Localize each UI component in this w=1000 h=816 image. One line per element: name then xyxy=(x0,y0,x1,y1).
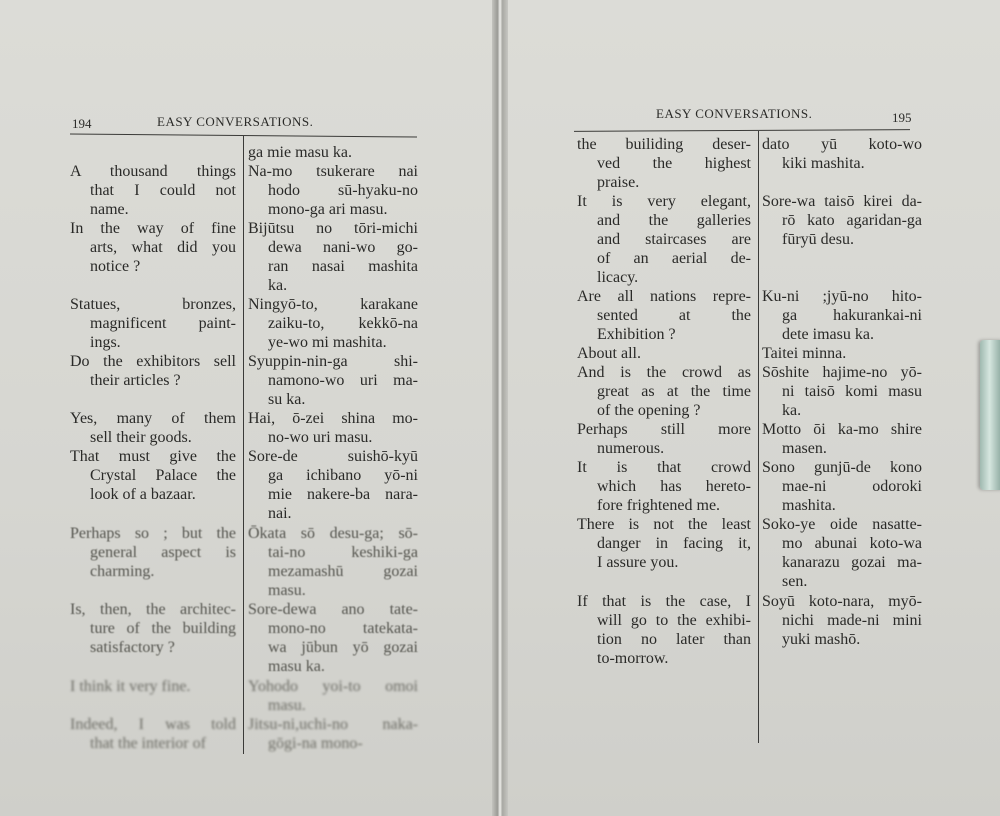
dialogue-entry xyxy=(70,677,236,696)
entry-line: About all. xyxy=(577,345,641,362)
entry-line: mo abunai koto-wa xyxy=(782,535,922,552)
entry-line: Yes, many of them xyxy=(70,410,236,427)
entry-line: dete imasu ka. xyxy=(782,326,874,343)
entry-line: great as at the time xyxy=(597,383,751,400)
dialogue-entry xyxy=(762,192,922,249)
entry-line: Indeed, I was told xyxy=(70,716,236,733)
dialogue-entry xyxy=(762,344,922,363)
entry-line: kiki mashita. xyxy=(782,155,865,172)
entry-line: ga mie masu ka. xyxy=(248,144,352,161)
dialogue-entry xyxy=(248,295,418,352)
dialogue-entry xyxy=(248,715,418,753)
dialogue-entry xyxy=(70,162,236,219)
dialogue-entry xyxy=(248,219,418,295)
entry-line: their articles ? xyxy=(90,372,181,389)
entry-line: ga hakurankai-ni xyxy=(782,307,922,324)
entry-line: ni taisō komi masu xyxy=(782,383,922,400)
entry-line: and the galleries xyxy=(597,212,751,229)
entry-line: mono-no tatekata- xyxy=(268,620,418,637)
entry-line: hodo sū-hyaku-no xyxy=(268,182,418,199)
entry-line: Perhaps still more xyxy=(577,421,751,438)
entry-line: I think it very fine. xyxy=(70,678,191,695)
entry-line: I assure you. xyxy=(597,554,679,571)
dialogue-entry xyxy=(70,447,236,504)
entry-line: ye-wo mi mashita. xyxy=(268,334,387,351)
right-running-header: EASY CONVERSATIONS. xyxy=(656,106,813,121)
entry-line: to-morrow. xyxy=(597,650,669,667)
entry-line: numerous. xyxy=(597,440,665,457)
entry-line: praise. xyxy=(597,174,640,191)
entry-line: Syuppin-nin-ga shi- xyxy=(248,353,418,370)
entry-line: Statues, bronzes, xyxy=(70,296,236,313)
entry-line: Perhaps so ; but the xyxy=(70,525,236,542)
left-page-number: 194 xyxy=(72,116,92,131)
entry-line: ka. xyxy=(782,402,802,419)
dialogue-entry xyxy=(248,447,418,523)
dialogue-entry xyxy=(762,287,922,344)
entry-line: Ningyō-to, karakane xyxy=(248,296,418,313)
dialogue-entry xyxy=(762,458,922,515)
entry-line: Jitsu-ni,uchi-no naka- xyxy=(248,716,418,733)
dialogue-entry xyxy=(70,295,236,352)
entry-line: Sore-wa taisō kirei da- xyxy=(762,193,922,210)
entry-line: name. xyxy=(90,201,129,218)
dialogue-entry xyxy=(248,143,418,162)
left-column-divider xyxy=(243,136,244,754)
entry-line: yuki mashō. xyxy=(782,631,861,648)
entry-line: Exhibition ? xyxy=(597,326,676,343)
dialogue-entry xyxy=(70,409,236,447)
entry-line: sented at the xyxy=(597,307,751,324)
entry-line: sell their goods. xyxy=(90,429,192,446)
dialogue-entry xyxy=(577,363,751,420)
entry-line: Taitei minna. xyxy=(762,345,847,362)
entry-line: mono-ga ari masu. xyxy=(268,201,388,218)
entry-line: Ku-ni ;jyū-no hito- xyxy=(762,288,922,305)
entry-line: nichi made-ni mini xyxy=(782,612,922,629)
dialogue-entry xyxy=(577,192,751,287)
left-running-header: EASY CONVERSATIONS. xyxy=(157,114,314,129)
dialogue-entry xyxy=(762,363,922,420)
entry-line: gōgi-na mono- xyxy=(268,735,363,752)
entry-line: fūryū desu. xyxy=(782,231,854,248)
entry-line: of an aerial de- xyxy=(597,250,751,267)
entry-line: There is not the least xyxy=(577,516,751,533)
book-gutter xyxy=(492,0,508,816)
entry-line: Hai, ō-zei shina mo- xyxy=(248,410,418,427)
dialogue-entry xyxy=(577,592,751,668)
dialogue-entry xyxy=(248,524,418,600)
entry-line: ka. xyxy=(268,277,288,294)
entry-line: masu. xyxy=(268,697,306,714)
entry-line: of the opening ? xyxy=(597,402,701,419)
dialogue-entry xyxy=(248,162,418,219)
entry-line: sen. xyxy=(782,573,808,590)
entry-line: Na-mo tsukerare nai xyxy=(248,163,418,180)
right-page-number: 195 xyxy=(892,110,912,125)
entry-line: masen. xyxy=(782,440,827,457)
entry-line: Bijūtsu no tōri-michi xyxy=(248,220,418,237)
entry-line: tion no later than xyxy=(597,631,751,648)
entry-line: masu ka. xyxy=(268,658,325,675)
entry-line: That must give the xyxy=(70,448,236,465)
dialogue-entry xyxy=(248,600,418,676)
entry-line: ved the highest xyxy=(597,155,751,172)
entry-line: zaiku-to, kekkō-na xyxy=(268,315,418,332)
entry-line: no-wo uri masu. xyxy=(268,429,373,446)
entry-line: danger in facing it, xyxy=(597,535,751,552)
dialogue-entry xyxy=(70,219,236,276)
entry-line: su ka. xyxy=(268,391,306,408)
entry-line: magnificent paint- xyxy=(90,315,236,332)
glass-object xyxy=(980,340,1000,490)
entry-line: mezamashū gozai xyxy=(268,563,418,580)
entry-line: Do the exhibitors sell xyxy=(70,353,236,370)
dialogue-entry xyxy=(577,420,751,458)
dialogue-entry xyxy=(762,135,922,173)
entry-line: licacy. xyxy=(597,269,639,286)
entry-line: mie nakere-ba nara- xyxy=(268,486,418,503)
entry-line: It is that crowd xyxy=(577,459,751,476)
entry-line: masu. xyxy=(268,582,306,599)
entry-line: which has hereto- xyxy=(597,478,751,495)
entry-line: It is very elegant, xyxy=(577,193,751,210)
dialogue-entry xyxy=(248,352,418,409)
entry-line: namono-wo uri ma- xyxy=(268,372,418,389)
dialogue-entry xyxy=(248,677,418,715)
entry-line: Ōkata sō desu-ga; sō- xyxy=(248,525,418,542)
entry-line: Crystal Palace the xyxy=(90,467,236,484)
entry-line: Motto ōi ka-mo shire xyxy=(762,421,922,438)
dialogue-entry xyxy=(70,600,236,657)
entry-line: Sōshite hajime-no yō- xyxy=(762,364,922,381)
dialogue-entry xyxy=(577,458,751,515)
entry-line: that the interior of xyxy=(90,735,206,752)
entry-line: ture of the building xyxy=(90,620,236,637)
dialogue-entry xyxy=(577,515,751,572)
entry-line: Sono gunjū-de kono xyxy=(762,459,922,476)
dialogue-entry xyxy=(577,135,751,192)
entry-line: A thousand things xyxy=(70,163,236,180)
entry-line: ga ichibano yō-ni xyxy=(268,467,418,484)
entry-line: look of a bazaar. xyxy=(90,486,196,503)
entry-line: Are all nations repre- xyxy=(577,288,751,305)
entry-line: Soko-ye oide nasatte- xyxy=(762,516,922,533)
entry-line: If that is the case, I xyxy=(577,593,751,610)
entry-line: mashita. xyxy=(782,497,836,514)
entry-line: satisfactory ? xyxy=(90,639,175,656)
entry-line: rō kato agaridan-ga xyxy=(782,212,922,229)
entry-line: Soyū koto-nara, myō- xyxy=(762,593,922,610)
entry-line: Sore-dewa ano tate- xyxy=(248,601,418,618)
entry-line: will go to the exhibi- xyxy=(597,612,751,629)
dialogue-entry xyxy=(762,420,922,458)
entry-line: Yohodo yoi-to omoi xyxy=(248,678,418,695)
dialogue-entry xyxy=(70,524,236,581)
entry-line: dato yū koto-wo xyxy=(762,136,922,153)
entry-line: and staircases are xyxy=(597,231,751,248)
dialogue-entry xyxy=(577,287,751,344)
entry-line: the builiding deser- xyxy=(577,136,751,153)
dialogue-entry xyxy=(577,344,751,363)
entry-line: wa jūbun yō gozai xyxy=(268,639,418,656)
dialogue-entry xyxy=(762,592,922,649)
entry-line: ings. xyxy=(90,334,121,351)
entry-line: kanarazu gozai ma- xyxy=(782,554,922,571)
right-column-divider xyxy=(758,131,759,743)
entry-line: dewa nani-wo go- xyxy=(268,239,418,256)
entry-line: Is, then, the architec- xyxy=(70,601,236,618)
dialogue-entry xyxy=(70,352,236,390)
entry-line: notice ? xyxy=(90,258,141,275)
dialogue-entry xyxy=(248,409,418,447)
entry-line: In the way of fine xyxy=(70,220,236,237)
dialogue-entry xyxy=(70,715,236,753)
entry-line: ran nasai mashita xyxy=(268,258,418,275)
entry-line: mae-ni odoroki xyxy=(782,478,922,495)
entry-line: Sore-de suishō-kyū xyxy=(248,448,418,465)
entry-line: charming. xyxy=(90,563,155,580)
entry-line: And is the crowd as xyxy=(577,364,751,381)
entry-line: nai. xyxy=(268,505,292,522)
entry-line: tai-no keshiki-ga xyxy=(268,544,418,561)
entry-line: fore frightened me. xyxy=(597,497,721,514)
dialogue-entry xyxy=(762,515,922,591)
entry-line: that I could not xyxy=(90,182,236,199)
entry-line: general aspect is xyxy=(90,544,236,561)
entry-line: arts, what did you xyxy=(90,239,236,256)
